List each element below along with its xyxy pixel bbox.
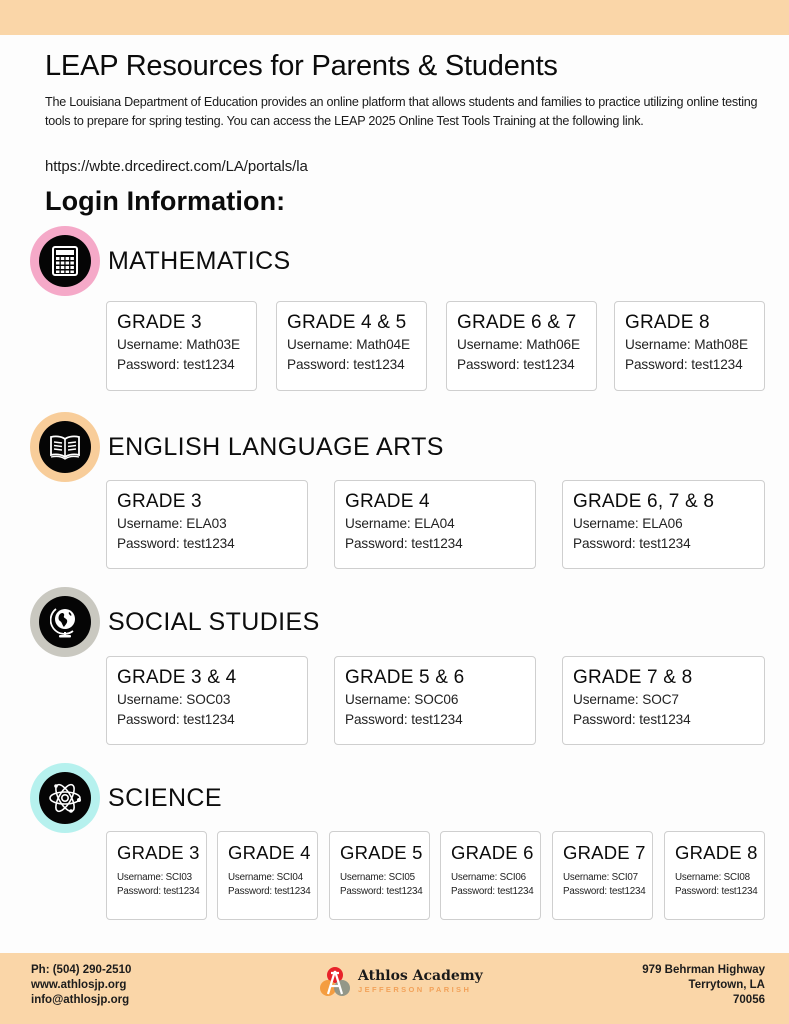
- grade-label: GRADE 6: [451, 842, 534, 863]
- username-text: Username: ELA04: [345, 516, 455, 531]
- calculator-icon-badge: [30, 226, 100, 296]
- login-card-ela-grade-6-7-8: [562, 480, 765, 569]
- grade-label: GRADE 8: [625, 312, 710, 333]
- footer: [0, 953, 789, 1024]
- globe-icon-badge: [30, 587, 100, 657]
- grade-label: GRADE 8: [675, 842, 758, 863]
- username-text: Username: Math04E: [287, 337, 410, 352]
- login-card-science-grade-5: [329, 831, 430, 920]
- grade-label: GRADE 3: [117, 312, 202, 333]
- address-zip: 70056: [733, 994, 765, 1006]
- login-card-math-grade-6-7: [446, 301, 597, 391]
- password-text: Password: test1234: [345, 536, 463, 551]
- password-text: Password: test1234: [625, 357, 743, 372]
- atom-icon: [46, 779, 84, 817]
- section-title-social-studies: SOCIAL STUDIES: [108, 607, 320, 636]
- contact-info: [31, 963, 131, 1008]
- grade-label: GRADE 6 & 7: [457, 312, 577, 333]
- login-information-heading: Login Information:: [45, 186, 286, 216]
- book-icon-badge: [30, 412, 100, 482]
- password-text: Password: test1234: [457, 357, 575, 372]
- username-text: Username: SCI08: [675, 872, 750, 883]
- login-card-science-grade-7: [552, 831, 653, 920]
- login-card-science-grade-8: [664, 831, 765, 920]
- grade-label: GRADE 3 & 4: [117, 667, 237, 688]
- grade-label: GRADE 7 & 8: [573, 667, 693, 688]
- username-text: Username: SCI05: [340, 872, 415, 883]
- globe-icon: [50, 605, 80, 639]
- calculator-icon: [52, 246, 78, 276]
- section-header-social-studies: [30, 587, 320, 657]
- username-text: Username: SOC7: [573, 692, 679, 707]
- password-text: Password: test1234: [228, 886, 311, 897]
- login-card-math-grade-3: [106, 301, 257, 391]
- password-text: Password: test1234: [117, 357, 235, 372]
- book-icon: [49, 434, 81, 460]
- login-card-math-grade-4-5: [276, 301, 427, 391]
- login-card-ela-grade-4: [334, 480, 536, 569]
- email-link[interactable]: info@athlosjp.org: [31, 994, 130, 1006]
- section-title-science: SCIENCE: [108, 783, 222, 812]
- username-text: Username: SOC03: [117, 692, 231, 707]
- address-street: 979 Behrman Highway: [642, 964, 765, 976]
- grade-label: GRADE 3: [117, 842, 200, 863]
- grade-label: GRADE 4: [345, 491, 430, 512]
- username-text: Username: Math08E: [625, 337, 748, 352]
- grade-label: GRADE 5: [340, 842, 423, 863]
- athlos-logo-icon: [318, 965, 352, 999]
- address-city: Terrytown, LA: [688, 979, 765, 991]
- logo-subtitle: JEFFERSON PARISH: [358, 985, 472, 994]
- password-text: Password: test1234: [117, 712, 235, 727]
- login-card-social-grade-3-4: [106, 656, 308, 745]
- section-title-ela: ENGLISH LANGUAGE ARTS: [108, 432, 444, 461]
- password-text: Password: test1234: [340, 886, 423, 897]
- section-header-science: [30, 763, 222, 833]
- password-text: Password: test1234: [573, 536, 691, 551]
- grade-label: GRADE 4 & 5: [287, 312, 407, 333]
- password-text: Password: test1234: [345, 712, 463, 727]
- website-link[interactable]: www.athlosjp.org: [31, 979, 127, 991]
- login-card-science-grade-3: [106, 831, 207, 920]
- username-text: Username: SCI06: [451, 872, 526, 883]
- grade-label: GRADE 7: [563, 842, 646, 863]
- page-title: LEAP Resources for Parents & Students: [45, 50, 558, 82]
- password-text: Password: test1234: [573, 712, 691, 727]
- username-text: Username: Math03E: [117, 337, 240, 352]
- login-card-social-grade-7-8: [562, 656, 765, 745]
- grade-label: GRADE 4: [228, 842, 311, 863]
- athlos-academy-logo: [318, 965, 483, 999]
- top-band: [0, 0, 789, 35]
- password-text: Password: test1234: [675, 886, 758, 897]
- login-card-science-grade-6: [440, 831, 541, 920]
- password-text: Password: test1234: [451, 886, 534, 897]
- login-card-social-grade-5-6: [334, 656, 536, 745]
- phone-number: Ph: (504) 290-2510: [31, 964, 132, 976]
- password-text: Password: test1234: [117, 536, 235, 551]
- logo-name: Athlos Academy: [358, 968, 483, 984]
- atom-icon-badge: [30, 763, 100, 833]
- username-text: Username: Math06E: [457, 337, 580, 352]
- section-header-ela: [30, 412, 444, 482]
- username-text: Username: ELA03: [117, 516, 227, 531]
- intro-paragraph: The Louisiana Department of Education provides an online platform that allows students and families to practice utilizing online testing tools to prepare for spring testing. You can access the LEAP 2025 Online Test Tools Training at the following link.: [45, 95, 758, 128]
- password-text: Password: test1234: [563, 886, 646, 897]
- login-card-ela-grade-3: [106, 480, 308, 569]
- password-text: Password: test1234: [287, 357, 405, 372]
- username-text: Username: SCI07: [563, 872, 638, 883]
- login-card-science-grade-4: [217, 831, 318, 920]
- test-tools-link[interactable]: https://wbte.drcedirect.com/LA/portals/la: [45, 158, 308, 175]
- username-text: Username: SCI04: [228, 872, 303, 883]
- section-header-mathematics: [30, 226, 291, 296]
- login-card-math-grade-8: [614, 301, 765, 391]
- address: [642, 963, 765, 1008]
- section-title-mathematics: MATHEMATICS: [108, 246, 291, 275]
- grade-label: GRADE 5 & 6: [345, 667, 465, 688]
- username-text: Username: SOC06: [345, 692, 459, 707]
- grade-label: GRADE 3: [117, 491, 202, 512]
- username-text: Username: SCI03: [117, 872, 192, 883]
- password-text: Password: test1234: [117, 886, 200, 897]
- grade-label: GRADE 6, 7 & 8: [573, 491, 715, 512]
- username-text: Username: ELA06: [573, 516, 683, 531]
